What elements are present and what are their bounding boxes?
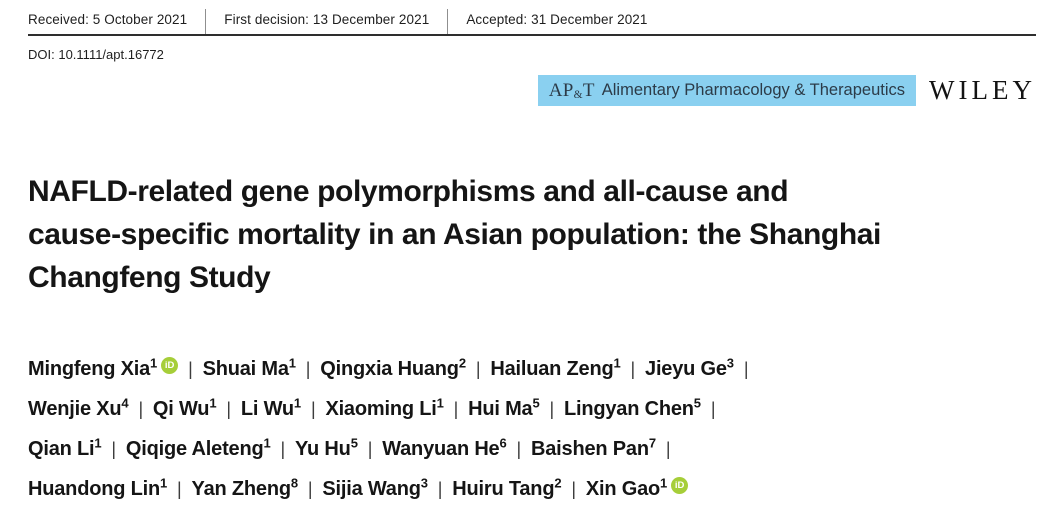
author-separator: | [177, 479, 182, 499]
author [585, 475, 688, 500]
affiliation-superscript: 5 [693, 395, 701, 411]
author-separator: | [516, 439, 521, 459]
author-separator: | [665, 439, 671, 459]
author [191, 475, 298, 500]
affiliation-superscript: 4 [121, 395, 129, 411]
author [28, 435, 102, 460]
doi-text: DOI: 10.1111/apt.16772 [28, 47, 164, 62]
author-separator: | [549, 399, 554, 419]
author-line-3 [28, 429, 1036, 469]
title-line-3: Changfeng Study [28, 261, 271, 294]
author [531, 435, 656, 460]
author-name: Jieyu Ge [645, 358, 727, 380]
affiliation-superscript: 1 [293, 395, 301, 411]
author-separator: | [475, 359, 481, 379]
author-name: Xiaoming Li [325, 398, 437, 420]
affiliation-superscript: 1 [209, 395, 217, 411]
journal-abbrev: AP&T [548, 79, 595, 101]
author [490, 355, 621, 380]
affiliation-superscript: 5 [532, 395, 540, 411]
affiliation-superscript: 1 [160, 475, 168, 491]
affiliation-superscript: 1 [263, 435, 271, 451]
author-separator: | [307, 479, 313, 499]
affiliation-superscript: 2 [554, 475, 562, 491]
affiliation-superscript: 5 [350, 435, 358, 451]
affiliation-superscript: 1 [288, 355, 296, 371]
author-name: Hui Ma [468, 398, 533, 420]
title-line-1: NAFLD-related gene polymorphisms and all-cause and [28, 175, 789, 208]
received-date: Received: 5 October 2021 [28, 12, 188, 27]
author-separator: | [138, 399, 143, 419]
affiliation-superscript: 1 [613, 355, 621, 371]
author-separator: | [188, 359, 193, 379]
author-name: Wanyuan He [382, 438, 500, 460]
author-line-2 [28, 389, 1036, 429]
author-separator: | [367, 439, 373, 459]
author-separator: | [743, 359, 749, 379]
affiliation-superscript: 7 [648, 435, 656, 451]
author-name: Yu Hu [295, 438, 351, 460]
header-divider [28, 34, 1036, 36]
author-name: Qian Li [28, 438, 95, 460]
affiliation-superscript: 1 [150, 355, 158, 371]
affiliation-superscript: 1 [436, 395, 444, 411]
author [202, 355, 296, 380]
first-decision-date: First decision: 13 December 2021 [205, 9, 447, 34]
journal-name: Alimentary Pharmacology & Therapeutics [601, 81, 906, 99]
submission-dates-row [28, 0, 1036, 34]
author [645, 355, 734, 380]
author-name: Xin Gao [585, 478, 661, 500]
author-name: Baishen Pan [531, 438, 649, 460]
author [322, 475, 428, 500]
author-name: Shuai Ma [202, 358, 289, 380]
author [382, 435, 507, 460]
title-line-2: cause-specific mortality in an Asian population: the Shanghai [28, 218, 881, 251]
author-separator: | [571, 479, 576, 499]
author [468, 395, 540, 420]
affiliation-superscript: 1 [660, 475, 668, 491]
ampersand-glyph: & [573, 88, 583, 101]
author [325, 395, 444, 420]
author-separator: | [710, 399, 716, 419]
author-separator: | [437, 479, 443, 499]
affiliation-superscript: 6 [499, 435, 507, 451]
affiliation-superscript: 1 [94, 435, 102, 451]
author-name: Yan Zheng [191, 478, 291, 500]
author-list [28, 349, 1036, 509]
author-line-4 [28, 469, 1036, 509]
orcid-icon[interactable]: iD [671, 477, 688, 494]
author-name: Qingxia Huang [320, 358, 459, 380]
journal-banner [538, 75, 916, 106]
author [152, 395, 217, 420]
author-separator: | [226, 399, 231, 419]
author-separator: | [310, 399, 316, 419]
author-separator: | [111, 439, 116, 459]
author-separator: | [630, 359, 636, 379]
author [28, 475, 168, 500]
affiliation-superscript: 3 [420, 475, 428, 491]
affiliation-superscript: 2 [458, 355, 466, 371]
author-name: Qiqige Aleteng [125, 438, 264, 460]
author [28, 355, 178, 380]
author [295, 435, 358, 460]
journal-branding-row [28, 75, 1036, 106]
author-name: Huiru Tang [452, 478, 555, 500]
author-line-1 [28, 349, 1036, 389]
affiliation-superscript: 3 [726, 355, 734, 371]
author-name: Sijia Wang [322, 478, 421, 500]
author [125, 435, 271, 460]
author-name: Mingfeng Xia [28, 358, 151, 380]
accepted-date: Accepted: 31 December 2021 [447, 9, 665, 34]
author-name: Lingyan Chen [563, 398, 694, 420]
author [28, 395, 129, 420]
author-name: Qi Wu [152, 398, 210, 420]
page-title [28, 170, 1036, 299]
author-separator: | [305, 359, 311, 379]
author-separator: | [453, 399, 459, 419]
author-name: Wenjie Xu [28, 398, 122, 420]
author-name: Huandong Lin [28, 478, 161, 500]
author [240, 395, 301, 420]
author-name: Hailuan Zeng [490, 358, 614, 380]
affiliation-superscript: 8 [290, 475, 298, 491]
author [563, 395, 701, 420]
author [320, 355, 466, 380]
author-name: Li Wu [240, 398, 294, 420]
wiley-logo: WILEY [929, 75, 1036, 105]
author-separator: | [280, 439, 286, 459]
author [452, 475, 562, 500]
orcid-icon[interactable]: iD [161, 357, 178, 374]
